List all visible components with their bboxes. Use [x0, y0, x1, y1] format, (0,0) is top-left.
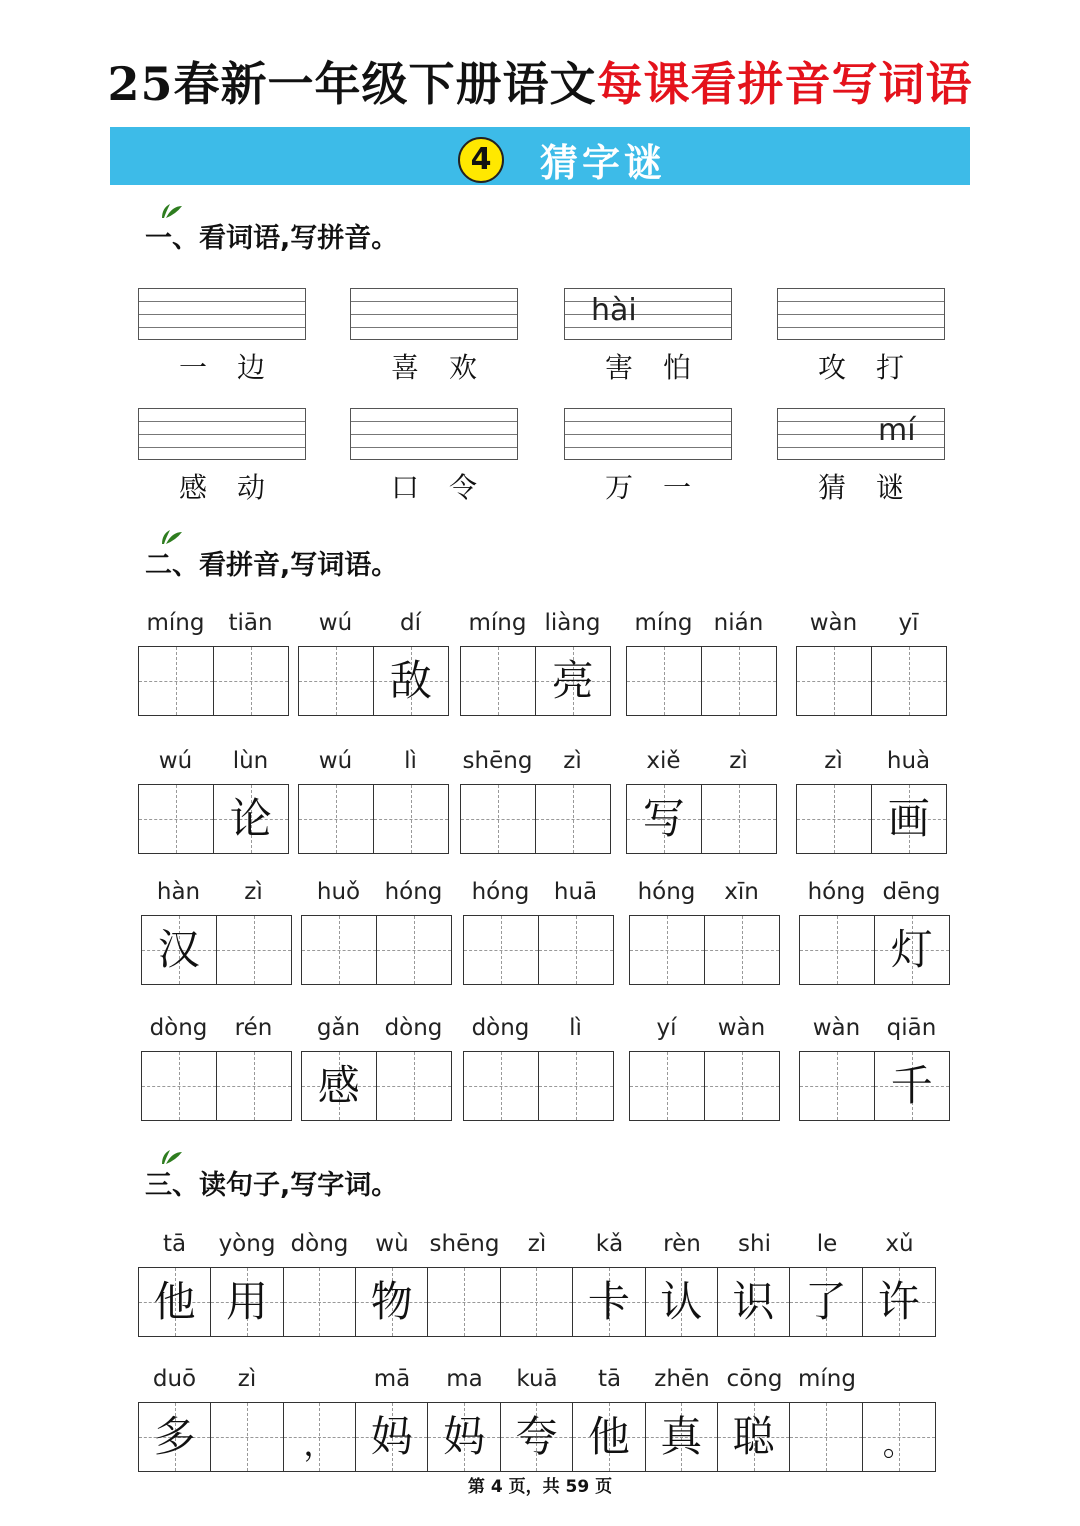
pinyin-writing-box[interactable]	[350, 408, 518, 460]
character-cell[interactable]	[790, 1403, 862, 1471]
character-cell[interactable]	[872, 647, 947, 715]
pinyin-label: yòng	[218, 1231, 276, 1257]
title-red: 每课看拼音写词语	[596, 57, 973, 111]
character-text	[501, 1268, 572, 1336]
character-text	[302, 916, 376, 984]
pinyin-label: shēng	[429, 1231, 500, 1257]
lesson-number-badge: 4	[458, 137, 504, 183]
character-cell[interactable]	[139, 785, 214, 853]
character-text: 真	[660, 1412, 703, 1461]
character-text: 感	[317, 1061, 360, 1110]
page-title	[0, 48, 1080, 114]
character-grid	[629, 915, 780, 985]
character-grid	[796, 646, 947, 716]
character-cell[interactable]	[461, 647, 536, 715]
pinyin-label: le	[816, 1231, 838, 1257]
pinyin-label: liàng	[544, 610, 601, 636]
word-label: 感动	[178, 471, 295, 504]
pinyin-label: dòng	[290, 1231, 349, 1257]
pinyin-label: hóng	[807, 879, 866, 905]
pinyin-label: xǔ	[885, 1231, 914, 1257]
pinyin-label: xiě	[646, 748, 681, 774]
pinyin-writing-box[interactable]	[777, 408, 945, 460]
character-text	[428, 1268, 499, 1336]
character-text	[464, 916, 538, 984]
section-3-heading: 三、读句子,写字词。	[145, 1170, 399, 1201]
character-text: 他	[153, 1277, 196, 1326]
pinyin-writing-box[interactable]	[564, 288, 732, 340]
character-cell[interactable]	[718, 1403, 790, 1471]
section-2-heading: 二、看拼音,写词语。	[145, 550, 399, 581]
pinyin-label: dēng	[882, 879, 941, 905]
character-text	[217, 1052, 292, 1120]
lesson-name: 猜字谜	[540, 140, 667, 185]
character-cell[interactable]	[299, 785, 374, 853]
pinyin-label: ma	[446, 1366, 483, 1392]
character-cell[interactable]	[646, 1403, 718, 1471]
sentence-grid	[138, 1267, 936, 1337]
character-cell[interactable]	[377, 1052, 452, 1120]
character-cell[interactable]	[374, 785, 449, 853]
character-cell[interactable]	[461, 785, 536, 853]
pinyin-label: zì	[244, 879, 263, 905]
pinyin-label: míng	[468, 610, 527, 636]
character-cell[interactable]	[139, 647, 214, 715]
character-text: 妈	[370, 1412, 413, 1461]
character-text	[627, 647, 701, 715]
character-cell[interactable]	[702, 647, 777, 715]
pinyin-label: hóng	[637, 879, 696, 905]
character-grid	[138, 784, 289, 854]
pinyin-label: zì	[237, 1366, 257, 1392]
character-text	[139, 647, 213, 715]
character-cell[interactable]	[139, 1403, 211, 1471]
character-grid	[460, 784, 611, 854]
pinyin-label: tā	[597, 1366, 622, 1392]
pinyin-writing-box[interactable]	[138, 288, 306, 340]
character-text: 画	[887, 794, 930, 843]
character-text: 千	[890, 1061, 933, 1110]
character-cell[interactable]	[646, 1268, 718, 1336]
pinyin-label: wú	[158, 748, 193, 774]
pinyin-label: dòng	[471, 1015, 530, 1041]
character-text: 他	[587, 1412, 630, 1461]
pinyin-label: wàn	[812, 1015, 861, 1041]
word-label: 万一	[604, 471, 721, 504]
character-cell[interactable]	[863, 1268, 935, 1336]
character-cell[interactable]	[217, 916, 292, 984]
pinyin-label: lùn	[232, 748, 269, 774]
character-cell[interactable]	[875, 1052, 950, 1120]
pinyin-answer: mí	[878, 413, 916, 448]
character-text: 多	[153, 1412, 196, 1461]
character-cell[interactable]	[374, 647, 449, 715]
character-cell[interactable]	[211, 1268, 283, 1336]
character-text: 灯	[890, 925, 933, 974]
character-cell[interactable]	[627, 647, 702, 715]
character-text	[800, 916, 874, 984]
pinyin-label: lì	[569, 1015, 582, 1041]
character-text	[464, 1052, 538, 1120]
sentence-grid	[138, 1402, 936, 1472]
character-cell[interactable]	[573, 1403, 645, 1471]
character-cell[interactable]	[284, 1403, 356, 1471]
character-cell[interactable]	[356, 1403, 428, 1471]
character-grid	[298, 784, 449, 854]
character-cell[interactable]	[142, 1052, 217, 1120]
character-text	[702, 647, 777, 715]
pinyin-label: zì	[563, 748, 582, 774]
character-text: 物	[370, 1277, 413, 1326]
character-cell[interactable]	[627, 785, 702, 853]
character-cell[interactable]	[214, 785, 289, 853]
pinyin-label: yī	[898, 610, 919, 636]
pinyin-label: wú	[318, 748, 353, 774]
pinyin-label: dí	[400, 610, 421, 636]
character-text: 聪	[732, 1412, 775, 1461]
character-text	[790, 1403, 861, 1471]
character-cell[interactable]	[718, 1268, 790, 1336]
character-text	[800, 1052, 874, 1120]
character-text: 敌	[389, 656, 432, 705]
character-text: 妈	[443, 1412, 486, 1461]
character-cell[interactable]	[428, 1403, 500, 1471]
pinyin-label: zhēn	[654, 1366, 710, 1392]
character-cell[interactable]	[299, 647, 374, 715]
character-grid	[298, 646, 449, 716]
character-text	[536, 785, 611, 853]
character-text	[539, 916, 614, 984]
character-cell[interactable]	[539, 1052, 614, 1120]
character-grid	[141, 1051, 292, 1121]
character-text	[217, 916, 292, 984]
character-text	[377, 916, 452, 984]
character-cell[interactable]	[797, 647, 872, 715]
character-text	[377, 1052, 452, 1120]
word-label: 攻打	[817, 351, 934, 384]
pinyin-label: gǎn	[316, 1015, 361, 1041]
character-text: 。	[882, 1425, 915, 1463]
word-label: 猜谜	[817, 471, 934, 504]
character-cell[interactable]	[539, 916, 614, 984]
character-text: ，	[303, 1425, 336, 1463]
pinyin-label: huǒ	[316, 879, 361, 905]
character-grid	[796, 784, 947, 854]
character-cell[interactable]	[800, 916, 875, 984]
character-grid	[626, 784, 777, 854]
pinyin-label: tiān	[228, 610, 273, 636]
character-text	[539, 1052, 614, 1120]
character-cell[interactable]	[214, 647, 289, 715]
pinyin-label: kuā	[516, 1366, 558, 1392]
character-cell[interactable]	[142, 916, 217, 984]
pinyin-label: hàn	[156, 879, 201, 905]
pinyin-label: rén	[234, 1015, 273, 1041]
pinyin-label: wàn	[809, 610, 858, 636]
pinyin-label: míng	[634, 610, 693, 636]
pinyin-label: zì	[824, 748, 843, 774]
character-text: 许	[877, 1277, 920, 1326]
pinyin-writing-box[interactable]	[350, 288, 518, 340]
pinyin-label: wàn	[717, 1015, 766, 1041]
character-grid	[301, 1051, 452, 1121]
character-text: 卡	[587, 1277, 630, 1326]
character-text: 认	[660, 1277, 703, 1326]
character-cell[interactable]	[501, 1403, 573, 1471]
pinyin-label: mā	[373, 1366, 411, 1392]
word-label: 害怕	[604, 351, 721, 384]
character-cell[interactable]	[536, 785, 611, 853]
pinyin-label: dòng	[384, 1015, 443, 1041]
character-text	[797, 647, 871, 715]
section-1-heading: 一、看词语,写拼音。	[145, 223, 399, 254]
character-text	[797, 785, 871, 853]
character-text	[299, 785, 373, 853]
character-text	[630, 916, 704, 984]
pinyin-label: tā	[162, 1231, 187, 1257]
pinyin-label: nián	[713, 610, 764, 636]
pinyin-writing-box[interactable]	[777, 288, 945, 340]
character-text	[461, 785, 535, 853]
pinyin-label: xīn	[724, 879, 759, 905]
pinyin-label: kǎ	[595, 1231, 624, 1257]
character-text: 论	[229, 794, 272, 843]
word-label: 一边	[178, 351, 295, 384]
pinyin-label: hóng	[384, 879, 443, 905]
character-text	[872, 647, 947, 715]
pinyin-label: shēng	[462, 748, 533, 774]
character-text	[702, 785, 777, 853]
character-text	[284, 1268, 355, 1336]
character-text	[461, 647, 535, 715]
character-grid	[138, 646, 289, 716]
character-cell[interactable]	[573, 1268, 645, 1336]
character-text	[374, 785, 449, 853]
character-text: 识	[732, 1277, 775, 1326]
character-text: 用	[226, 1277, 269, 1326]
character-cell[interactable]	[428, 1268, 500, 1336]
character-cell[interactable]	[797, 785, 872, 853]
character-cell[interactable]	[217, 1052, 292, 1120]
character-cell[interactable]	[872, 785, 947, 853]
character-text: 亮	[551, 656, 594, 705]
character-text	[142, 1052, 216, 1120]
pinyin-label: wù	[375, 1231, 409, 1257]
pinyin-label: míng	[146, 610, 205, 636]
character-text: 汉	[157, 925, 200, 974]
pinyin-label: yí	[656, 1015, 677, 1041]
pinyin-label: zì	[527, 1231, 547, 1257]
pinyin-label: duō	[152, 1366, 197, 1392]
character-text	[705, 1052, 780, 1120]
character-cell[interactable]	[536, 647, 611, 715]
character-grid	[301, 915, 452, 985]
pinyin-label: zì	[729, 748, 748, 774]
character-cell[interactable]	[630, 1052, 705, 1120]
character-cell[interactable]	[790, 1268, 862, 1336]
character-cell[interactable]	[356, 1268, 428, 1336]
pinyin-label: lì	[404, 748, 417, 774]
character-cell[interactable]	[211, 1403, 283, 1471]
character-cell[interactable]	[464, 1052, 539, 1120]
character-text	[211, 1403, 282, 1471]
character-cell[interactable]	[284, 1268, 356, 1336]
character-cell[interactable]	[875, 916, 950, 984]
character-cell[interactable]	[705, 1052, 780, 1120]
character-grid	[626, 646, 777, 716]
pinyin-writing-box[interactable]	[138, 408, 306, 460]
pinyin-label: míng	[798, 1366, 856, 1392]
pinyin-label: dòng	[149, 1015, 208, 1041]
character-text: 了	[804, 1277, 847, 1326]
character-cell[interactable]	[302, 916, 377, 984]
character-text: 写	[642, 794, 685, 843]
character-text	[139, 785, 213, 853]
character-grid	[463, 1051, 614, 1121]
page-footer: 第 4 页，共 59 页	[467, 1477, 613, 1497]
character-cell[interactable]	[302, 1052, 377, 1120]
pinyin-writing-box[interactable]	[564, 408, 732, 460]
word-label: 口令	[390, 471, 507, 504]
character-cell[interactable]	[800, 1052, 875, 1120]
character-cell[interactable]	[702, 785, 777, 853]
character-text	[705, 916, 780, 984]
pinyin-label: cōng	[726, 1366, 783, 1392]
pinyin-label: huā	[553, 879, 598, 905]
character-grid	[799, 915, 950, 985]
character-cell[interactable]	[501, 1268, 573, 1336]
pinyin-label: wú	[318, 610, 353, 636]
pinyin-label: hóng	[471, 879, 530, 905]
character-text: 夸	[515, 1412, 558, 1461]
pinyin-label: shi	[738, 1231, 771, 1257]
character-cell[interactable]	[377, 916, 452, 984]
pinyin-label: qiān	[886, 1015, 937, 1041]
character-grid	[799, 1051, 950, 1121]
pinyin-answer: hài	[591, 293, 637, 328]
character-grid	[460, 646, 611, 716]
character-cell[interactable]	[139, 1268, 211, 1336]
character-cell[interactable]	[464, 916, 539, 984]
character-text	[630, 1052, 704, 1120]
word-label: 喜欢	[390, 351, 507, 384]
pinyin-label: huà	[886, 748, 931, 774]
character-grid	[141, 915, 292, 985]
character-grid	[629, 1051, 780, 1121]
title-black: 25春新一年级下册语文	[107, 57, 597, 111]
character-cell[interactable]	[863, 1403, 935, 1471]
pinyin-label: rèn	[663, 1231, 701, 1257]
character-text	[214, 647, 289, 715]
character-text	[299, 647, 373, 715]
character-cell[interactable]	[705, 916, 780, 984]
character-cell[interactable]	[630, 916, 705, 984]
character-grid	[463, 915, 614, 985]
